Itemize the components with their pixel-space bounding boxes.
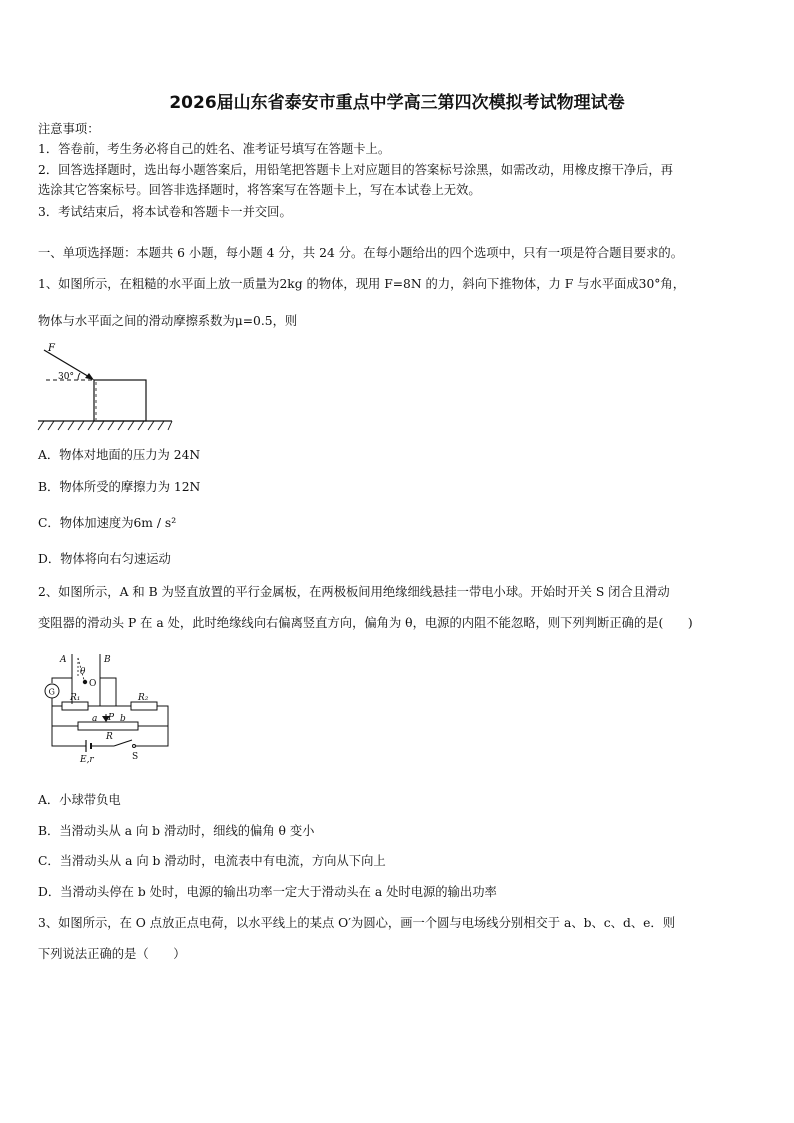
resistor-r1 <box>62 702 88 710</box>
q2-option-d: D．当滑动头停在 b 处时，电源的输出功率一定大于滑动头在 a 处时电源的输出功率 <box>38 885 497 899</box>
block <box>94 380 146 421</box>
notice-item-1: 1．答卷前，考生务必将自己的姓名、准考证号填写在答题卡上。 <box>38 142 391 156</box>
switch-s <box>114 740 132 746</box>
rheostat-r <box>78 722 138 730</box>
q2-stem-line1: 2、如图所示，A 和 B 为竖直放置的平行金属板，在两极板间用绝缘细线悬挂一带电小球。开始时开关 S 闭合且滑动 <box>38 585 670 599</box>
q1-option-b: B．物体所受的摩擦力为 12N <box>38 480 201 494</box>
q1-stem-line1: 1、如图所示，在粗糙的水平面上放一质量为2kg 的物体，现用 F=8N 的力，斜向下推物体，力 F 与水平面成30°角， <box>38 277 686 291</box>
notice-item-3: 3．考试结束后，将本试卷和答题卡一并交回。 <box>38 205 292 219</box>
label-o: O <box>89 679 97 689</box>
ground-hatch <box>38 421 172 430</box>
q2-option-b: B．当滑动头从 a 向 b 滑动时，细线的偏角 θ 变小 <box>38 824 315 838</box>
label-theta: θ <box>80 667 86 677</box>
label-p: P <box>108 713 115 723</box>
q1-option-d: D．物体将向右匀速运动 <box>38 552 171 566</box>
label-b-plate: B <box>104 655 111 665</box>
section-heading: 一、单项选择题：本题共 6 小题，每小题 4 分，共 24 分。在每小题给出的四个选项中，只有一项是符合题目要求的。 <box>38 246 683 260</box>
resistor-r2 <box>131 702 157 710</box>
notice-heading: 注意事项： <box>38 122 100 136</box>
q1-figure <box>36 340 176 432</box>
angle-label: 30° <box>58 372 74 382</box>
angle-arc <box>78 373 80 380</box>
label-a-plate: A <box>60 655 67 665</box>
q2-circuit-figure <box>36 648 176 768</box>
q1-stem-line2: 物体与水平面之间的滑动摩擦系数为μ=0.5，则 <box>38 314 298 328</box>
charged-ball <box>83 680 87 684</box>
exam-title: 2026届山东省泰安市重点中学高三第四次模拟考试物理试卷 <box>169 93 625 113</box>
notice-item-2: 2．回答选择题时，选出每小题答案后，用铅笔把答题卡上对应题目的答案标号涂黑，如需改动，用橡皮擦干净后，再 <box>38 163 673 177</box>
q1-option-c: C．物体加速度为6m / s² <box>38 516 177 530</box>
q2-option-c: C．当滑动头从 a 向 b 滑动时，电流表中有电流，方向从下向上 <box>38 854 386 868</box>
label-r: R <box>106 732 113 742</box>
label-s: S <box>132 752 139 762</box>
label-er: E,r <box>80 755 94 765</box>
force-label: F <box>48 343 55 354</box>
q3-stem-line2: 下列说法正确的是（ ） <box>38 947 186 961</box>
label-g: G <box>48 687 55 697</box>
q2-option-a: A．小球带负电 <box>38 793 121 807</box>
notice-item-2-cont: 选涂其它答案标号。回答非选择题时，将答案写在答题卡上，写在本试卷上无效。 <box>38 183 481 197</box>
q3-stem-line1: 3、如图所示，在 O 点放正点电荷，以水平线上的某点 O′为圆心，画一个圆与电场线分别相交于 a、b、c、d、e．则 <box>38 916 676 930</box>
force-arrowhead <box>85 373 94 380</box>
q2-stem-line2: 变阻器的滑动头 P 在 a 处，此时绝缘线向右偏离竖直方向，偏角为 θ，电源的内阻不能忽略，则下列判断正确的是( ) <box>38 616 693 630</box>
label-b-end: b <box>120 714 126 724</box>
label-r2: R₂ <box>138 693 149 703</box>
q1-option-a: A．物体对地面的压力为 24N <box>38 448 201 462</box>
label-r1: R₁ <box>70 693 81 703</box>
label-a-end: a <box>92 714 98 724</box>
